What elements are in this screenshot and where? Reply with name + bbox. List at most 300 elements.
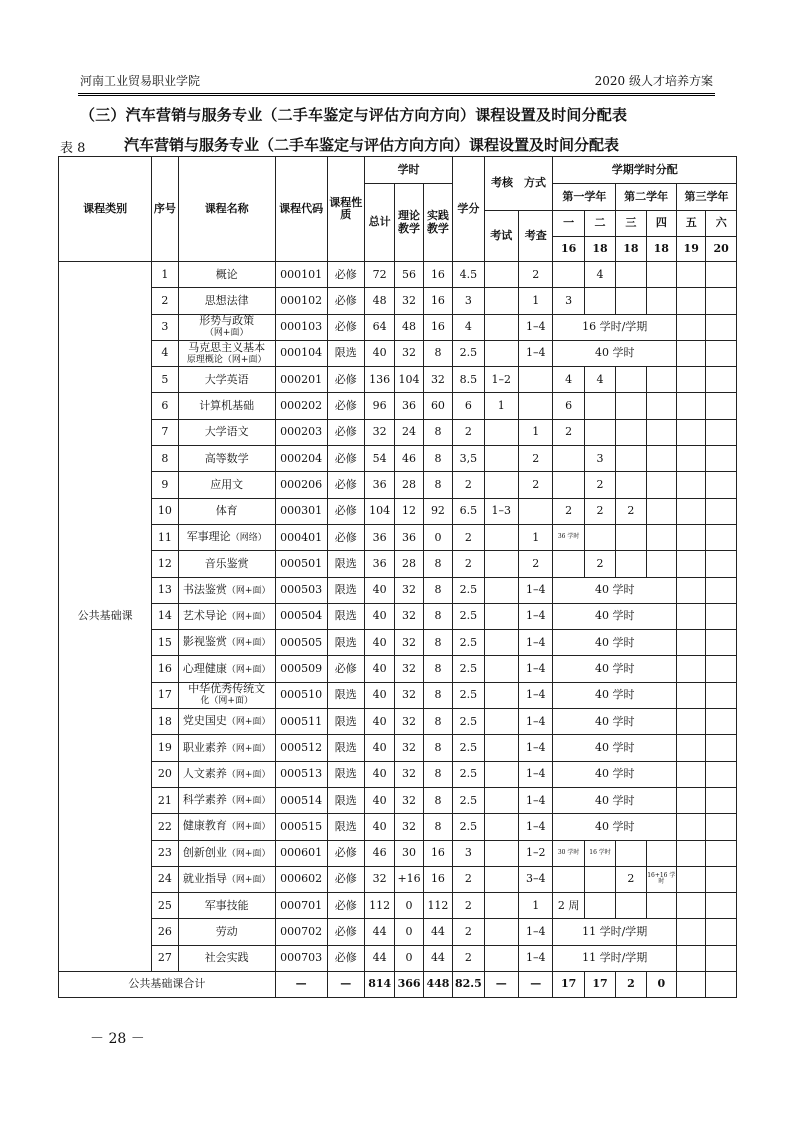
term-4-hours (646, 288, 676, 314)
hours-practice: 32 (423, 367, 452, 393)
header-school: 河南工业贸易职业学院 (80, 74, 201, 88)
term-6-hours (706, 393, 737, 419)
hours-practice: 16 (423, 314, 452, 340)
term-5-hours (677, 472, 706, 498)
term-2-hours (584, 866, 615, 892)
course-seq: 18 (152, 709, 178, 735)
hours-theory: +16 (395, 866, 423, 892)
course-credit: 2.5 (453, 735, 484, 761)
course-name-text: 心理健康 (182, 661, 227, 675)
hours-total: 40 (364, 577, 394, 603)
course-name: 社会实践 (178, 945, 275, 971)
check-term: 1–4 (518, 340, 552, 366)
course-credit: 6.5 (453, 498, 484, 524)
semester-hours-span: 40 学时 (553, 709, 677, 735)
check-term: 3–4 (518, 866, 552, 892)
course-name: 应用文 (178, 472, 275, 498)
course-name-line1: 中华优秀传统文 (188, 682, 266, 696)
course-seq: 13 (152, 577, 178, 603)
course-credit: 2 (453, 919, 484, 945)
term-4-hours: 16+16 学时 (646, 866, 676, 892)
check-term: 1–4 (518, 761, 552, 787)
hours-practice: 8 (423, 709, 452, 735)
term-6-hours (706, 814, 737, 840)
term-3-hours (616, 288, 646, 314)
term-5-hours (677, 945, 706, 971)
course-code: 000201 (275, 367, 327, 393)
hours-theory: 32 (395, 603, 423, 629)
col-weeks-5: 19 (677, 237, 706, 262)
semester-hours-span: 40 学时 (553, 682, 677, 708)
course-name: 大学英语 (178, 367, 275, 393)
table-row (59, 682, 737, 708)
term-3-hours (616, 419, 646, 445)
course-credit: 2 (453, 945, 484, 971)
course-seq: 6 (152, 393, 178, 419)
col-nature: 课程性质 (327, 157, 364, 262)
course-seq: 20 (152, 761, 178, 787)
table-row (59, 840, 737, 866)
term-5-hours (677, 446, 706, 472)
exam-term (484, 262, 518, 288)
hours-practice: 60 (423, 393, 452, 419)
term-6-hours (706, 866, 737, 892)
table-row (59, 761, 737, 787)
term-5-hours (677, 893, 706, 919)
course-name (178, 787, 275, 813)
semester-hours-span: 40 学时 (553, 603, 677, 629)
course-code: 000101 (275, 262, 327, 288)
course-seq: 23 (152, 840, 178, 866)
hours-practice: 8 (423, 577, 452, 603)
header-rule-2 (78, 95, 715, 96)
semester-hours-span: 40 学时 (553, 656, 677, 682)
term-2-hours (584, 893, 615, 919)
course-name-line1: 马克思主义基本 (188, 340, 266, 354)
term-6-hours (706, 840, 737, 866)
semester-hours-span: 40 学时 (553, 630, 677, 656)
course-seq: 10 (152, 498, 178, 524)
table-row (59, 446, 737, 472)
table-row (59, 630, 737, 656)
course-seq: 1 (152, 262, 178, 288)
course-code: 000103 (275, 314, 327, 340)
term-5-hours (677, 419, 706, 445)
term-6-hours (706, 945, 737, 971)
exam-term (484, 735, 518, 761)
semester-hours-span: 40 学时 (553, 340, 677, 366)
course-credit: 2.5 (453, 340, 484, 366)
course-code: 000504 (275, 603, 327, 629)
table-row (59, 524, 737, 550)
exam-term (484, 419, 518, 445)
course-credit: 8.5 (453, 367, 484, 393)
col-seq: 序号 (152, 157, 178, 262)
col-year2: 第二学年 (616, 184, 677, 211)
hours-theory: 32 (395, 340, 423, 366)
course-name (178, 630, 275, 656)
term-6-hours (706, 340, 737, 366)
hours-total: 40 (364, 656, 394, 682)
course-nature: 限选 (327, 630, 364, 656)
course-nature: 限选 (327, 551, 364, 577)
hours-theory: 32 (395, 735, 423, 761)
hours-total: 40 (364, 814, 394, 840)
exam-term (484, 577, 518, 603)
term-1-hours: 2 (553, 498, 584, 524)
hours-practice: 44 (423, 919, 452, 945)
header-rule (78, 93, 715, 94)
col-weeks-1: 16 (553, 237, 584, 262)
table-row (59, 419, 737, 445)
term-3-hours: 2 (616, 866, 646, 892)
summary-term-2: 17 (584, 972, 615, 998)
term-6-hours (706, 630, 737, 656)
course-name (178, 577, 275, 603)
course-category: 公共基础课 (59, 262, 152, 972)
course-code: 000514 (275, 787, 327, 813)
col-name: 课程名称 (178, 157, 275, 262)
term-3-hours: 2 (616, 498, 646, 524)
hours-total: 96 (364, 393, 394, 419)
course-name (178, 656, 275, 682)
col-theory: 理论教学 (395, 184, 423, 262)
course-credit: 2.5 (453, 630, 484, 656)
table-row (59, 919, 737, 945)
hours-total: 112 (364, 893, 394, 919)
course-name-text: 人文素养 (182, 766, 227, 780)
term-1-hours (553, 262, 584, 288)
term-6-hours (706, 551, 737, 577)
col-category: 课程类别 (59, 157, 152, 262)
course-credit: 2.5 (453, 656, 484, 682)
hours-theory: 12 (395, 498, 423, 524)
course-nature: 限选 (327, 577, 364, 603)
course-code: 000203 (275, 419, 327, 445)
check-term: 1–4 (518, 919, 552, 945)
col-term-3: 三 (616, 211, 646, 237)
hours-practice: 16 (423, 262, 452, 288)
course-code: 000601 (275, 840, 327, 866)
term-6-hours (706, 709, 737, 735)
course-code: 000104 (275, 340, 327, 366)
hours-theory: 28 (395, 472, 423, 498)
term-1-hours: 6 (553, 393, 584, 419)
header-plan: 2020 级人才培养方案 (594, 74, 713, 88)
hours-total: 36 (364, 472, 394, 498)
course-name-line2: 原理概论（网+面） (186, 354, 267, 365)
table-row (59, 262, 737, 288)
exam-term: 1–2 (484, 367, 518, 393)
course-nature: 必修 (327, 262, 364, 288)
term-4-hours (646, 498, 676, 524)
course-name-text: 职业素养 (182, 740, 227, 754)
course-code: 000511 (275, 709, 327, 735)
course-name (178, 840, 275, 866)
exam-term (484, 630, 518, 656)
table-row (59, 340, 737, 366)
hours-practice: 8 (423, 472, 452, 498)
term-1-hours: 36 学时 (553, 524, 584, 550)
semester-hours-span: 16 学时/学期 (553, 314, 677, 340)
course-seq: 24 (152, 866, 178, 892)
hours-practice: 0 (423, 524, 452, 550)
term-6-hours (706, 498, 737, 524)
hours-total: 40 (364, 682, 394, 708)
course-credit: 4.5 (453, 262, 484, 288)
table-row (59, 709, 737, 735)
course-name-mode: （网+面） (226, 848, 271, 859)
course-code: 000401 (275, 524, 327, 550)
hours-theory: 32 (395, 787, 423, 813)
course-seq: 12 (152, 551, 178, 577)
course-code: 000510 (275, 682, 327, 708)
course-seq: 8 (152, 446, 178, 472)
course-credit: 4 (453, 314, 484, 340)
course-nature: 限选 (327, 761, 364, 787)
hours-theory: 32 (395, 761, 423, 787)
course-nature: 必修 (327, 393, 364, 419)
hours-total: 32 (364, 866, 394, 892)
exam-term (484, 524, 518, 550)
hours-practice: 8 (423, 603, 452, 629)
col-year1: 第一学年 (553, 184, 616, 211)
hours-practice: 8 (423, 446, 452, 472)
course-name: 军事技能 (178, 893, 275, 919)
hours-practice: 8 (423, 682, 452, 708)
hours-total: 36 (364, 551, 394, 577)
summary-exam: — (484, 972, 518, 998)
hours-total: 54 (364, 446, 394, 472)
hours-practice: 8 (423, 761, 452, 787)
semester-hours-span: 40 学时 (553, 735, 677, 761)
term-6-hours (706, 367, 737, 393)
hours-theory: 32 (395, 709, 423, 735)
term-6-hours (706, 577, 737, 603)
course-code: 000102 (275, 288, 327, 314)
course-code: 000505 (275, 630, 327, 656)
check-term: 1–4 (518, 630, 552, 656)
table-row (59, 866, 737, 892)
course-name (178, 314, 275, 340)
course-credit: 2 (453, 551, 484, 577)
course-name-text: 创新创业 (182, 845, 227, 859)
term-5-hours (677, 498, 706, 524)
course-credit: 2.5 (453, 603, 484, 629)
exam-term (484, 945, 518, 971)
term-1-hours (553, 866, 584, 892)
term-6-hours (706, 314, 737, 340)
course-code: 000204 (275, 446, 327, 472)
course-name-mode: （网+面） (226, 664, 271, 675)
course-name-mode: （网+面） (226, 822, 271, 833)
course-credit: 3 (453, 840, 484, 866)
summary-code: — (275, 972, 327, 998)
course-name (178, 603, 275, 629)
course-code: 000301 (275, 498, 327, 524)
table-row (59, 577, 737, 603)
hours-total: 44 (364, 945, 394, 971)
check-term: 2 (518, 551, 552, 577)
course-name (178, 682, 275, 708)
course-name-text: 就业指导 (182, 872, 227, 886)
course-credit: 2 (453, 419, 484, 445)
term-3-hours (616, 893, 646, 919)
term-3-hours (616, 262, 646, 288)
hours-practice: 16 (423, 288, 452, 314)
course-nature: 必修 (327, 945, 364, 971)
course-name (178, 340, 275, 366)
course-code: 000701 (275, 893, 327, 919)
term-2-hours (584, 524, 615, 550)
summary-credit: 82.5 (453, 972, 484, 998)
course-name: 思想法律 (178, 288, 275, 314)
course-nature: 必修 (327, 446, 364, 472)
term-3-hours (616, 393, 646, 419)
check-term (518, 498, 552, 524)
course-code: 000515 (275, 814, 327, 840)
summary-term-3: 2 (616, 972, 646, 998)
term-2-hours: 4 (584, 262, 615, 288)
semester-hours-span: 11 学时/学期 (553, 919, 677, 945)
term-1-hours: 2 (553, 419, 584, 445)
hours-theory: 36 (395, 524, 423, 550)
course-code: 000602 (275, 866, 327, 892)
term-6-hours (706, 761, 737, 787)
course-nature: 必修 (327, 866, 364, 892)
term-5-hours (677, 314, 706, 340)
summary-total: 814 (364, 972, 394, 998)
hours-theory: 0 (395, 893, 423, 919)
course-name-text: 科学素养 (182, 793, 227, 807)
term-5-hours (677, 787, 706, 813)
course-seq: 9 (152, 472, 178, 498)
hours-total: 40 (364, 735, 394, 761)
course-credit: 2.5 (453, 814, 484, 840)
course-credit: 2.5 (453, 682, 484, 708)
course-seq: 14 (152, 603, 178, 629)
term-5-hours (677, 709, 706, 735)
term-6-hours (706, 419, 737, 445)
term-6-hours (706, 524, 737, 550)
course-nature: 必修 (327, 524, 364, 550)
hours-total: 40 (364, 340, 394, 366)
course-name (178, 709, 275, 735)
hours-total: 40 (364, 603, 394, 629)
exam-term (484, 919, 518, 945)
summary-theory: 366 (395, 972, 423, 998)
course-nature: 必修 (327, 419, 364, 445)
hours-practice: 112 (423, 893, 452, 919)
term-5-hours (677, 262, 706, 288)
check-term: 1–4 (518, 814, 552, 840)
course-seq: 19 (152, 735, 178, 761)
table-caption-label: 表 8 (60, 141, 86, 156)
course-code: 000512 (275, 735, 327, 761)
term-4-hours (646, 472, 676, 498)
exam-term: 1–3 (484, 498, 518, 524)
hours-practice: 92 (423, 498, 452, 524)
course-code: 000702 (275, 919, 327, 945)
section-title: （三）汽车营销与服务专业（二手车鉴定与评估方向方向）课程设置及时间分配表 (80, 106, 628, 124)
exam-term (484, 340, 518, 366)
table-row (59, 551, 737, 577)
term-4-hours (646, 840, 676, 866)
col-exam: 考试 (484, 211, 518, 262)
course-name (178, 735, 275, 761)
course-nature: 限选 (327, 735, 364, 761)
course-nature: 必修 (327, 472, 364, 498)
semester-hours-span: 40 学时 (553, 787, 677, 813)
hours-practice: 8 (423, 340, 452, 366)
term-5-hours (677, 288, 706, 314)
table-row (59, 603, 737, 629)
term-4-hours (646, 893, 676, 919)
check-term: 1–4 (518, 656, 552, 682)
hours-theory: 32 (395, 288, 423, 314)
term-5-hours (677, 919, 706, 945)
course-code: 000503 (275, 577, 327, 603)
hours-practice: 16 (423, 866, 452, 892)
course-credit: 2.5 (453, 709, 484, 735)
term-5-hours (677, 524, 706, 550)
hours-theory: 0 (395, 919, 423, 945)
col-total: 总计 (364, 184, 394, 262)
course-name-text: 健康教育 (182, 819, 227, 833)
term-5-hours (677, 340, 706, 366)
term-6-hours (706, 288, 737, 314)
course-table (58, 156, 737, 998)
course-name: 音乐鉴赏 (178, 551, 275, 577)
check-term: 1 (518, 288, 552, 314)
course-name (178, 866, 275, 892)
table-row (59, 472, 737, 498)
course-seq: 2 (152, 288, 178, 314)
table-row (59, 656, 737, 682)
term-5-hours (677, 656, 706, 682)
course-name: 劳动 (178, 919, 275, 945)
term-1-hours (553, 472, 584, 498)
course-nature: 限选 (327, 787, 364, 813)
table-row (59, 314, 737, 340)
check-term (518, 393, 552, 419)
hours-theory: 24 (395, 419, 423, 445)
term-1-hours: 30 学时 (553, 840, 584, 866)
semester-hours-span: 40 学时 (553, 814, 677, 840)
course-code: 000513 (275, 761, 327, 787)
course-nature: 限选 (327, 603, 364, 629)
hours-total: 32 (364, 419, 394, 445)
exam-term (484, 866, 518, 892)
course-name-text: 党史国史 (182, 714, 227, 728)
summary-label: 公共基础课合计 (59, 972, 276, 998)
term-5-hours (677, 367, 706, 393)
term-2-hours (584, 288, 615, 314)
hours-total: 64 (364, 314, 394, 340)
course-nature: 必修 (327, 367, 364, 393)
course-nature: 必修 (327, 288, 364, 314)
course-name-mode: （网+面） (226, 743, 271, 754)
course-credit: 2.5 (453, 761, 484, 787)
term-4-hours (646, 367, 676, 393)
exam-term (484, 288, 518, 314)
term-5-hours (677, 393, 706, 419)
course-name-mode: （网+面） (226, 585, 271, 596)
course-credit: 2 (453, 893, 484, 919)
check-term: 1 (518, 893, 552, 919)
term-6-hours (706, 472, 737, 498)
exam-term (484, 551, 518, 577)
